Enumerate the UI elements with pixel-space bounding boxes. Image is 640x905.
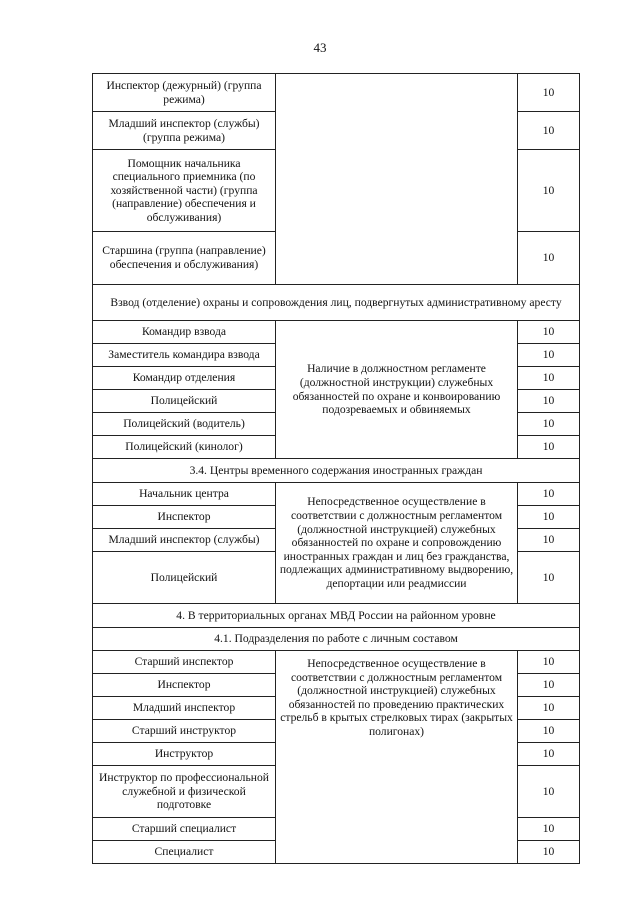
position-cell: Младший инспектор [93,697,276,720]
value-cell: 10 [518,697,580,720]
value-cell: 10 [518,529,580,552]
value-cell: 10 [518,150,580,232]
section-heading: Взвод (отделение) охраны и сопровождения лиц, подвергнутых административному аресту [93,285,580,321]
value-cell: 10 [518,344,580,367]
section-heading-row [93,628,580,651]
value-cell: 10 [518,818,580,841]
positions-table [92,73,580,864]
position-cell: Начальник центра [93,483,276,506]
value-cell: 10 [518,74,580,112]
position-cell: Полицейский [93,552,276,604]
position-cell: Полицейский (кинолог) [93,436,276,459]
value-cell: 10 [518,766,580,818]
position-cell: Старший специалист [93,818,276,841]
value-cell: 10 [518,841,580,864]
value-cell: 10 [518,506,580,529]
requirement-cell: Непосредственное осуществление в соответствии с должностным регламентом (должностной инструкцией) служебных обязанностей по охране и сопровождению иностранных граждан и лиц без гражданства, подлежащих административному выдворению, депортации или реадмиссии [276,483,518,604]
value-cell: 10 [518,483,580,506]
table-row [93,321,580,344]
value-cell: 10 [518,743,580,766]
position-cell: Заместитель командира взвода [93,344,276,367]
section-heading-row [93,604,580,628]
table-row [93,483,580,506]
value-cell: 10 [518,436,580,459]
position-cell: Полицейский (водитель) [93,413,276,436]
position-cell: Командир отделения [93,367,276,390]
value-cell: 10 [518,674,580,697]
value-cell: 10 [518,413,580,436]
requirement-cell: Непосредственное осуществление в соответствии с должностным регламентом (должностной инструкцией) служебных обязанностей по проведению практических стрельб в крытых стрелковых тирах (закрытых полигонах) [276,651,518,864]
position-cell: Старший инспектор [93,651,276,674]
value-cell: 10 [518,390,580,413]
position-cell: Инструктор по профессиональной служебной и физической подготовке [93,766,276,818]
position-cell: Младший инспектор (службы) [93,529,276,552]
section-heading: 4. В территориальных органах МВД России на районном уровне [93,604,580,628]
requirement-cell: Наличие в должностном регламенте (должностной инструкции) служебных обязанностей по охране и конвоированию подозреваемых и обвиняемых [276,321,518,459]
position-cell: Специалист [93,841,276,864]
section-heading-row [93,459,580,483]
page-number: 43 [313,40,327,55]
value-cell: 10 [518,720,580,743]
requirement-cell [276,74,518,285]
table-row [93,651,580,674]
value-cell: 10 [518,367,580,390]
section-heading-row [93,285,580,321]
value-cell: 10 [518,651,580,674]
value-cell: 10 [518,112,580,150]
position-cell: Командир взвода [93,321,276,344]
value-cell: 10 [518,321,580,344]
position-cell: Инспектор [93,674,276,697]
position-cell: Инспектор [93,506,276,529]
position-cell: Полицейский [93,390,276,413]
table-row [93,74,580,112]
position-cell: Старший инструктор [93,720,276,743]
position-cell: Старшина (группа (направление) обеспечения и обслуживания) [93,232,276,285]
position-cell: Помощник начальника специального приемника (по хозяйственной части) (группа (направление) обеспечения и обслуживания) [93,150,276,232]
value-cell: 10 [518,232,580,285]
section-heading: 3.4. Центры временного содержания иностранных граждан [93,459,580,483]
position-cell: Младший инспектор (службы) (группа режима) [93,112,276,150]
value-cell: 10 [518,552,580,604]
position-cell: Инспектор (дежурный) (группа режима) [93,74,276,112]
position-cell: Инструктор [93,743,276,766]
section-heading: 4.1. Подразделения по работе с личным составом [93,628,580,651]
